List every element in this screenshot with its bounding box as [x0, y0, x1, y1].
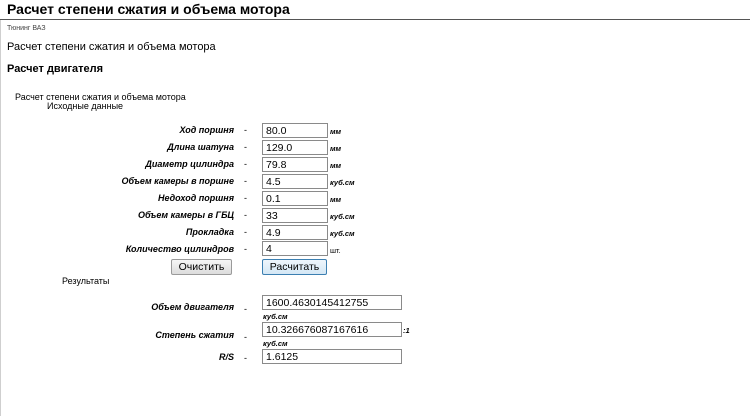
calculator-heading: Расчет двигателя	[7, 63, 104, 75]
deck-height-dash: -	[244, 193, 247, 203]
piston-chamber-dash: -	[244, 176, 247, 186]
head-chamber-label: Объем камеры в ГБЦ	[137, 210, 234, 220]
clear-button[interactable]: Очистить	[171, 259, 232, 275]
head-chamber-dash: -	[244, 210, 247, 220]
piston-chamber-label: Объем камеры в поршне	[121, 176, 234, 186]
left-border	[0, 20, 1, 416]
rod-length-unit: мм	[330, 144, 342, 153]
breadcrumb[interactable]: Тюнинг ВАЗ	[7, 25, 46, 32]
stroke-dash: -	[244, 125, 247, 135]
deck-height-unit: мм	[330, 195, 342, 204]
page-title: Расчет степени сжатия и объема мотора	[7, 1, 290, 17]
head-chamber-input[interactable]	[262, 208, 328, 223]
rod-stroke-ratio-dash: -	[244, 353, 247, 363]
compression-ratio-unit: куб.см	[263, 339, 288, 348]
gasket-unit: куб.см	[330, 229, 355, 238]
stroke-unit: мм	[330, 127, 342, 136]
engine-volume-label: Объем двигателя	[151, 302, 234, 312]
input-section-label: Исходные данные	[47, 101, 124, 111]
gasket-label: Прокладка	[185, 227, 234, 237]
compression-ratio-label: Степень сжатия	[155, 330, 234, 340]
compression-ratio-dash: -	[244, 332, 247, 342]
engine-volume-dash: -	[244, 304, 247, 314]
bore-label: Диаметр цилиндра	[145, 159, 234, 169]
results-section-label: Результаты	[62, 276, 110, 286]
stroke-label: Ход поршня	[179, 125, 234, 135]
cylinders-unit: шт.	[330, 246, 341, 255]
compression-ratio-output[interactable]	[262, 322, 402, 337]
piston-chamber-input[interactable]	[262, 174, 328, 189]
deck-height-input[interactable]	[262, 191, 328, 206]
head-chamber-unit: куб.см	[330, 212, 355, 221]
bore-input[interactable]	[262, 157, 328, 172]
bore-dash: -	[244, 159, 247, 169]
engine-volume-unit: куб.см	[263, 312, 288, 321]
title-divider	[0, 19, 750, 20]
calculate-button[interactable]: Расчитать	[262, 259, 327, 275]
piston-chamber-unit: куб.см	[330, 178, 355, 187]
rod-stroke-ratio-label: R/S	[218, 352, 234, 362]
compression-ratio-suffix: :1	[403, 326, 410, 335]
rod-stroke-ratio-output[interactable]	[262, 349, 402, 364]
stroke-input[interactable]	[262, 123, 328, 138]
rod-length-input[interactable]	[262, 140, 328, 155]
rod-length-dash: -	[244, 142, 247, 152]
rod-length-label: Длина шатуна	[167, 142, 234, 152]
cylinders-label: Количество цилиндров	[125, 244, 234, 254]
bore-unit: мм	[330, 161, 342, 170]
engine-volume-output[interactable]	[262, 295, 402, 310]
deck-height-label: Недоход поршня	[157, 193, 234, 203]
article-heading: Расчет степени сжатия и объема мотора	[7, 41, 216, 53]
gasket-dash: -	[244, 227, 247, 237]
cylinders-input[interactable]	[262, 241, 328, 256]
cylinders-dash: -	[244, 244, 247, 254]
gasket-input[interactable]	[262, 225, 328, 240]
form-caption: Расчет степени сжатия и объема мотора	[15, 92, 186, 102]
